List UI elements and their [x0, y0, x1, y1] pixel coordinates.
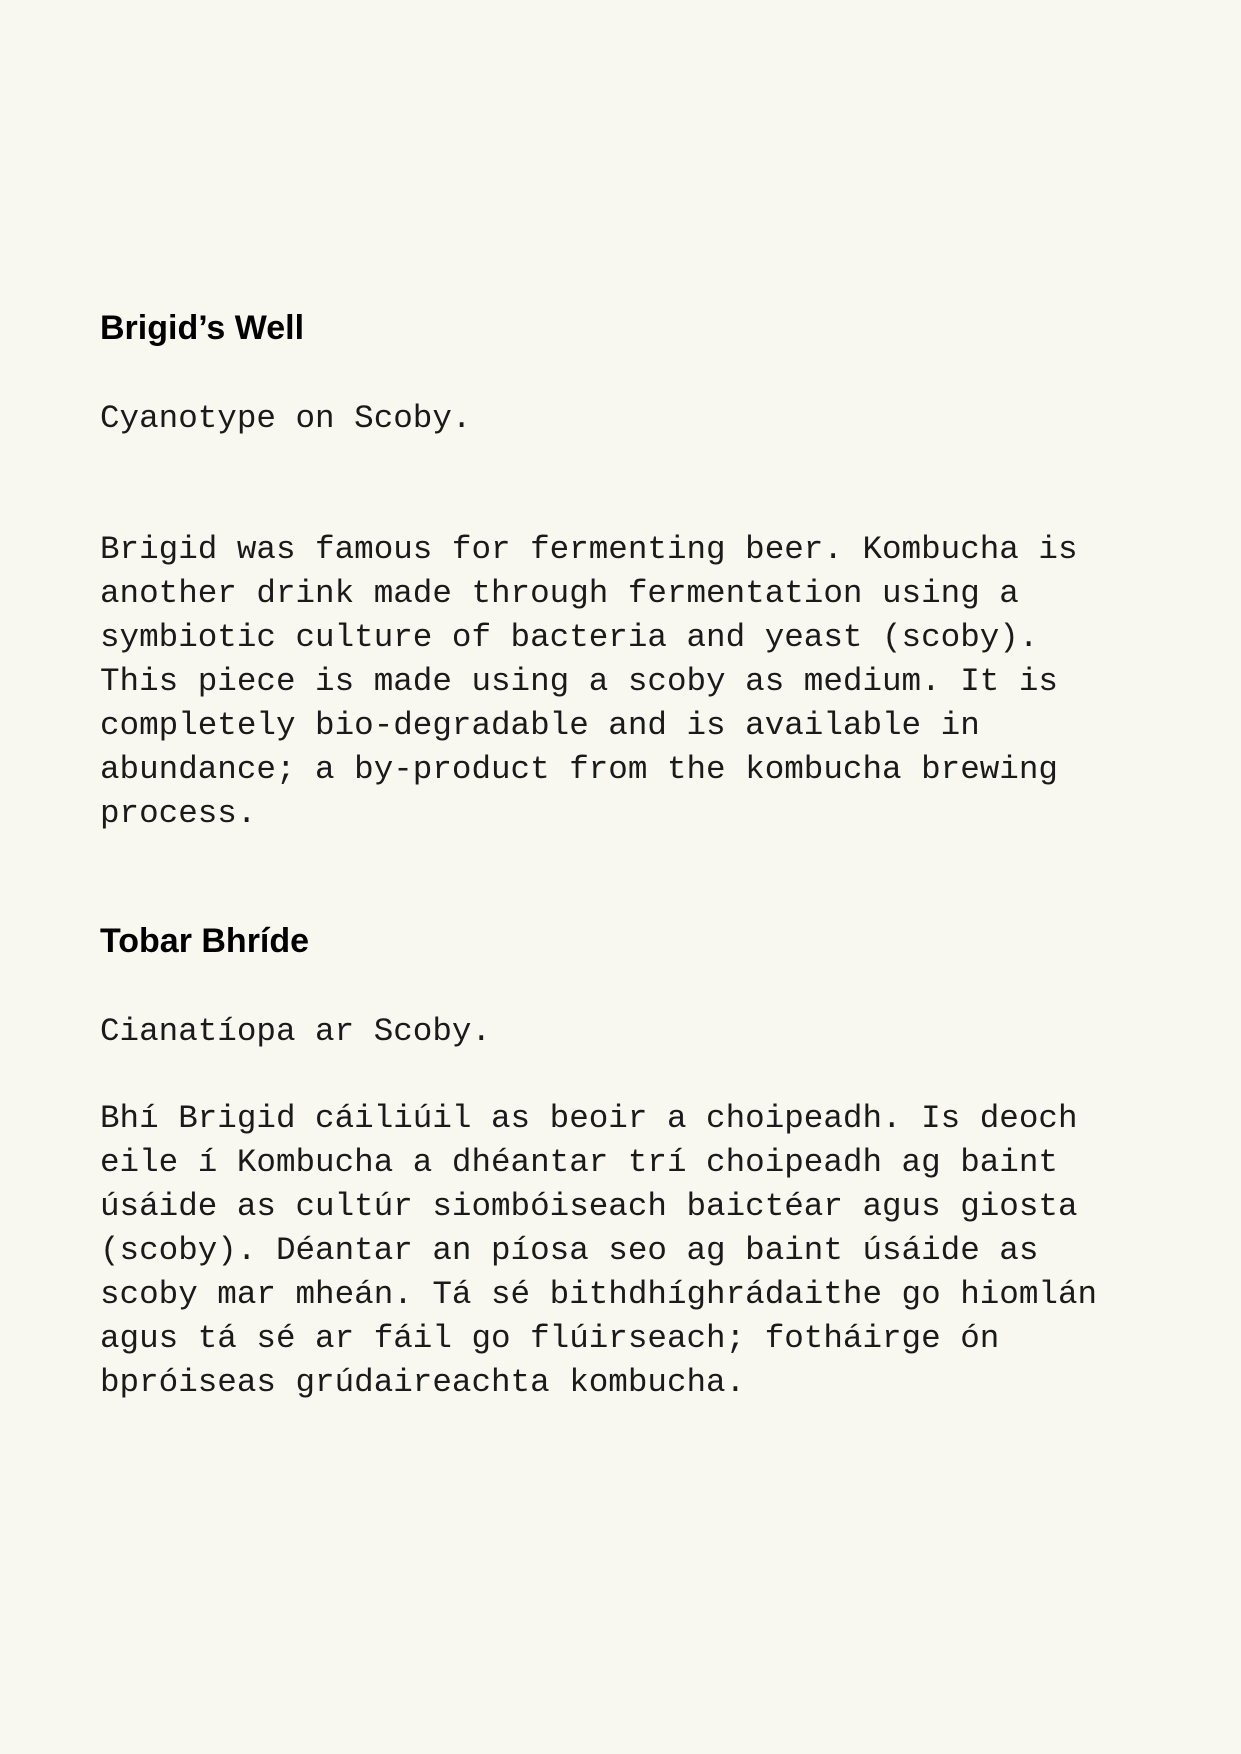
- description-line: agus tá sé ar fáil go flúirseach; fotháirge ón: [100, 1320, 1000, 1357]
- section-title-english: Brigid’s Well: [100, 309, 305, 347]
- description-line: bpróiseas grúdaireachta kombucha.: [100, 1364, 746, 1401]
- description-line: process.: [100, 795, 257, 832]
- description-line: Brigid was famous for fermenting beer. Kombucha is: [100, 531, 1078, 568]
- description-line: scoby mar mheán. Tá sé bithdhíghrádaithe go hiomlán: [100, 1276, 1098, 1313]
- section-title-irish: Tobar Bhríde: [100, 922, 310, 960]
- description-line: symbiotic culture of bacteria and yeast (scoby).: [100, 619, 1039, 656]
- description-line: Bhí Brigid cáiliúil as beoir a choipeadh. Is deoch: [100, 1100, 1078, 1137]
- description-line: completely bio-degradable and is available in: [100, 707, 980, 744]
- description-line: eile í Kombucha a dhéantar trí choipeadh ag baint: [100, 1144, 1058, 1181]
- medium-irish: Cianatíopa ar Scoby.: [100, 1013, 492, 1050]
- description-line: abundance; a by-product from the kombucha brewing: [100, 751, 1058, 788]
- medium-english: Cyanotype on Scoby.: [100, 400, 472, 437]
- description-line: another drink made through fermentation using a: [100, 575, 1019, 612]
- description-line: úsáide as cultúr siombóiseach baictéar agus giosta: [100, 1188, 1078, 1225]
- description-line: (scoby). Déantar an píosa seo ag baint úsáide as: [100, 1232, 1039, 1269]
- description-line: This piece is made using a scoby as medium. It is: [100, 663, 1058, 700]
